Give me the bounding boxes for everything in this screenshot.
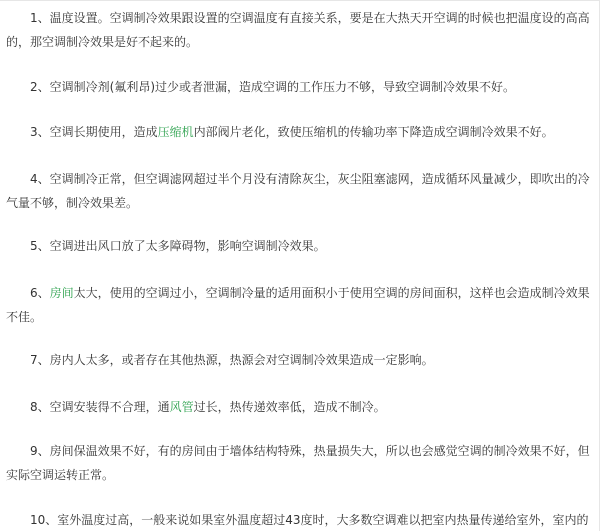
paragraph-5	[6, 234, 592, 258]
air-duct-link[interactable]: 风管	[169, 400, 194, 414]
paragraph-6-text-after: 太大，使用的空调过小，空调制冷量的适用面积小于使用空调的房间面积，这样也会造成制冷效果不佳。	[6, 286, 590, 324]
paragraph-2-text: 2、空调制冷剂(氟利昂)过少或者泄漏，造成空调的工作压力不够，导致空调制冷效果不好。	[30, 80, 516, 94]
paragraph-8	[6, 395, 592, 419]
paragraph-4-text: 4、空调制冷正常，但空调滤网超过半个月没有清除灰尘，灰尘阻塞滤网，造成循环风量减少，即吹出的冷气量不够，制冷效果差。	[6, 172, 590, 210]
room-link[interactable]: 房间	[49, 286, 74, 300]
paragraph-9-text: 9、房间保温效果不好，有的房间由于墙体结构特殊，热量损失大，所以也会感觉空调的制冷效果不好，但实际空调运转正常。	[6, 444, 590, 482]
paragraph-7-text: 7、房内人太多，或者存在其他热源，热源会对空调制冷效果造成一定影响。	[30, 353, 434, 367]
paragraph-10-text: 10、室外温度过高，一般来说如果室外温度超过43度时，大多数空调难以把室内热量传递给室外，室内的	[30, 513, 589, 527]
paragraph-9	[6, 439, 592, 487]
paragraph-3-text-after: 内部阀片老化，致使压缩机的传输功率下降造成空调制冷效果不好。	[193, 125, 554, 139]
paragraph-6	[6, 281, 592, 329]
paragraph-5-text: 5、空调进出风口放了太多障碍物，影响空调制冷效果。	[30, 239, 326, 253]
paragraph-10	[6, 508, 592, 531]
paragraph-7	[6, 348, 592, 372]
paragraph-2	[6, 75, 592, 99]
paragraph-1-text: 1、温度设置。空调制冷效果跟设置的空调温度有直接关系，要是在大热天开空调的时候也把温度设的高高的，那空调制冷效果是好不起来的。	[6, 11, 590, 49]
paragraph-3	[6, 120, 592, 144]
paragraph-3-text-before: 3、空调长期使用，造成	[30, 125, 158, 139]
paragraph-8-text-after: 过长，热传递效率低，造成不制冷。	[193, 400, 386, 414]
paragraph-4	[6, 167, 592, 215]
paragraph-8-text-before: 8、空调安装得不合理，通	[30, 400, 170, 414]
compressor-link[interactable]: 压缩机	[157, 125, 194, 139]
paragraph-1	[6, 6, 592, 54]
paragraph-6-text-before: 6、	[30, 286, 50, 300]
